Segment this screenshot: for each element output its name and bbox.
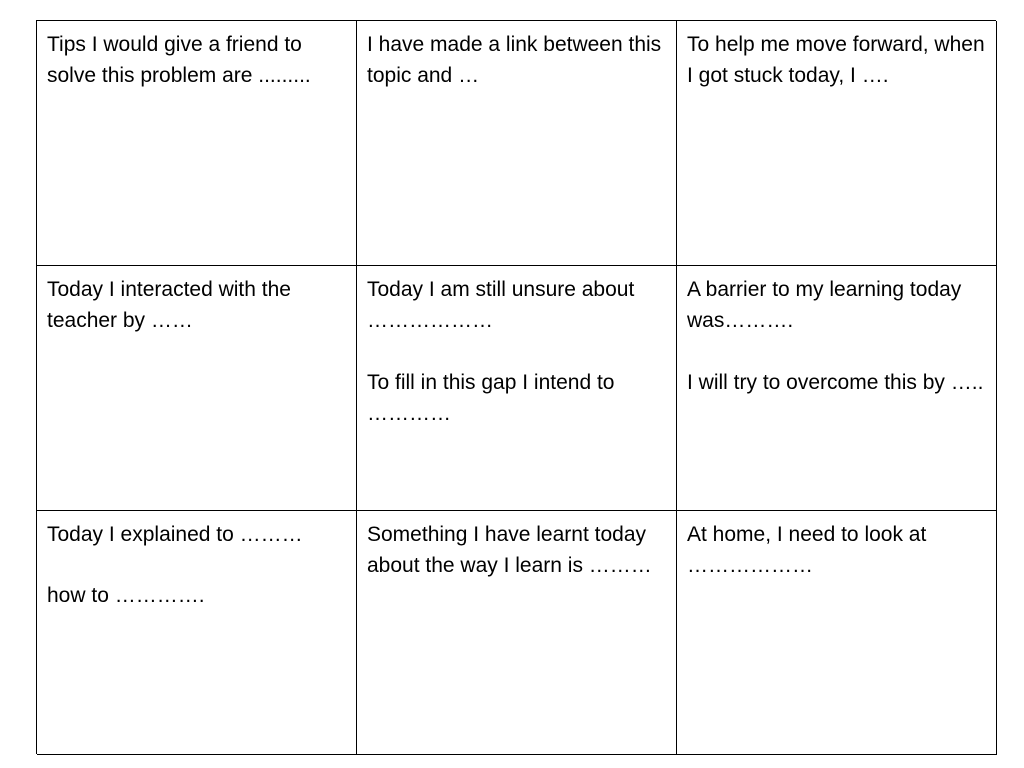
prompt-text: Tips I would give a friend to solve this problem are ......... — [47, 33, 311, 87]
prompt-text-followup: To fill in this gap I intend to ………… — [367, 371, 615, 425]
prompt-text-followup: I will try to overcome this by ….. — [687, 371, 984, 394]
prompt-text: I have made a link between this topic and … — [367, 33, 662, 87]
prompt-cell-barrier — [677, 266, 997, 511]
prompt-cell-learnt — [357, 511, 677, 755]
prompt-cell-explained — [37, 511, 357, 755]
reflection-prompt-table — [36, 20, 996, 754]
prompt-text: Today I interacted with the teacher by …… — [47, 278, 291, 332]
prompt-text: Today I am still unsure about ……………… — [367, 278, 635, 332]
prompt-cell-tips — [37, 21, 357, 266]
prompt-text-followup: how to …………. — [47, 584, 205, 607]
prompt-text: Something I have learnt today about the way I learn is ……… — [367, 523, 652, 577]
prompt-cell-unsure — [357, 266, 677, 511]
prompt-text: To help me move forward, when I got stuck today, I …. — [687, 33, 985, 87]
prompt-cell-link — [357, 21, 677, 266]
prompt-cell-at-home — [677, 511, 997, 755]
prompt-cell-move-forward — [677, 21, 997, 266]
prompt-cell-interacted — [37, 266, 357, 511]
prompt-text: A barrier to my learning today was………. — [687, 278, 962, 332]
prompt-text: At home, I need to look at ……………… — [687, 523, 927, 577]
prompt-text: Today I explained to ……… — [47, 523, 303, 546]
